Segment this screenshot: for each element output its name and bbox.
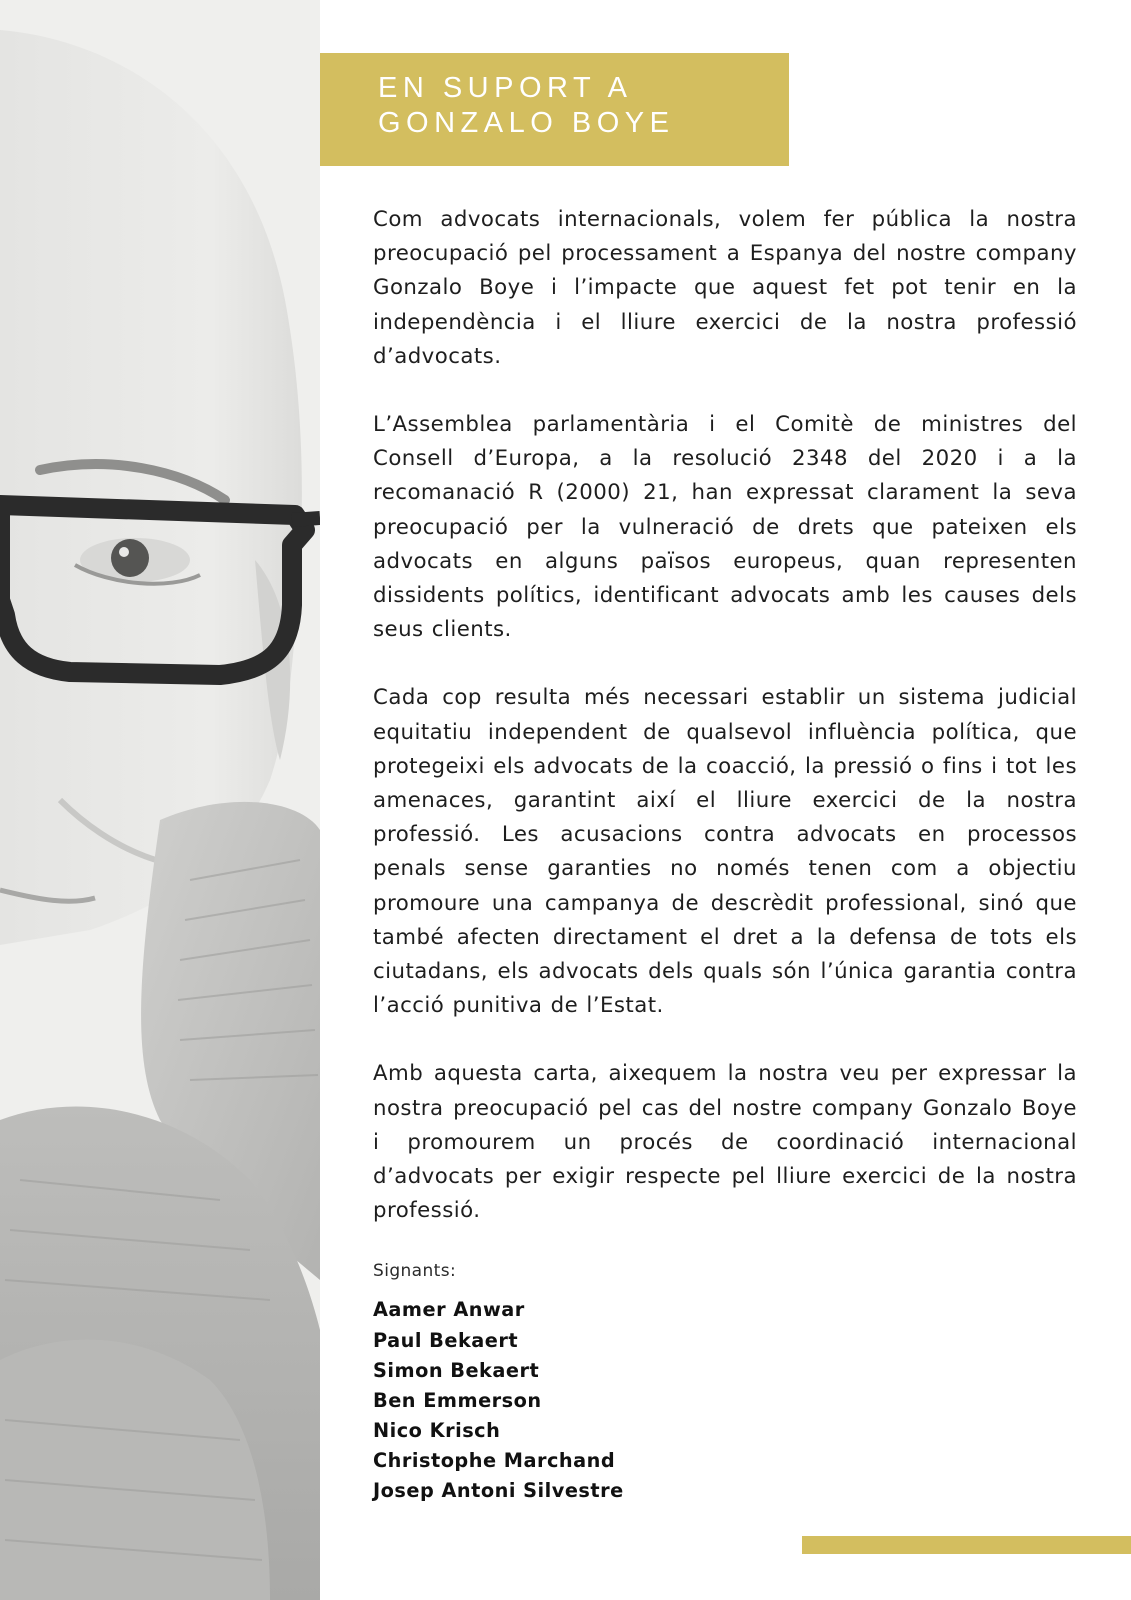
signants-label: Signants: — [373, 1261, 457, 1282]
signer-name: Nico Krisch — [373, 1418, 501, 1442]
paragraph: Amb aquesta carta, aixequem la nostra veu per expressar la nostra preocupació pel cas del nostre company Gonzalo Boye i promourem un procés de coordinació internacional d’advocats per exigir respecte pel lliure exercici de la nostra professió. — [373, 1061, 1077, 1224]
paragraph: L’Assemblea parlamentària i el Comitè de ministres del Consell d’Europa, a la resolució 2348 del 2020 i a la recomanació R (2000) 21, han expressat clarament la seva preocupació per la vulneració de drets que pateixen els advocats en alguns països europeus, quan representen dissidents polítics, identificant advocats amb les causes dels seus clients. — [373, 412, 1077, 643]
signer-name: Paul Bekaert — [373, 1328, 519, 1352]
signer-name: Simon Bekaert — [373, 1358, 540, 1382]
signer-name: Christophe Marchand — [373, 1448, 616, 1472]
signer-name: Josep Antoni Silvestre — [373, 1479, 624, 1503]
title-line-2: GONZALO BOYE — [378, 107, 675, 139]
title-line-1: EN SUPORT A — [378, 72, 633, 104]
portrait-photo — [0, 0, 320, 1600]
signers-list — [373, 1295, 1077, 1506]
paragraph: Com advocats internacionals, volem fer pública la nostra preocupació pel processament a Espanya del nostre company Gonzalo Boye i l’impacte que aquest fet pot tenir en la independència i el lliure exercici de la nostra professió d’advocats. — [373, 207, 1077, 369]
accent-bar — [802, 1536, 1131, 1554]
title-banner — [320, 53, 789, 166]
signer-name: Ben Emmerson — [373, 1388, 542, 1412]
letter-body — [373, 203, 1077, 1506]
signer-name: Aamer Anwar — [373, 1298, 525, 1322]
paragraph: Cada cop resulta més necessari establir un sistema judicial equitatiu independent de qualsevol influència política, que protegeixi els advocats de la coacció, la pressió o fins i tot les amenaces, garantint així el lliure exercici de la nostra professió. Les acusacions contra advocats en processos penals sense garanties no només tenen com a objectiu promoure una campanya de descrèdit professional, sinó que també afecten directament el dret a la defensa de tots els ciutadans, els advocats dels quals són l’única garantia contra l’acció punitiva de l’Estat. — [373, 685, 1077, 1019]
